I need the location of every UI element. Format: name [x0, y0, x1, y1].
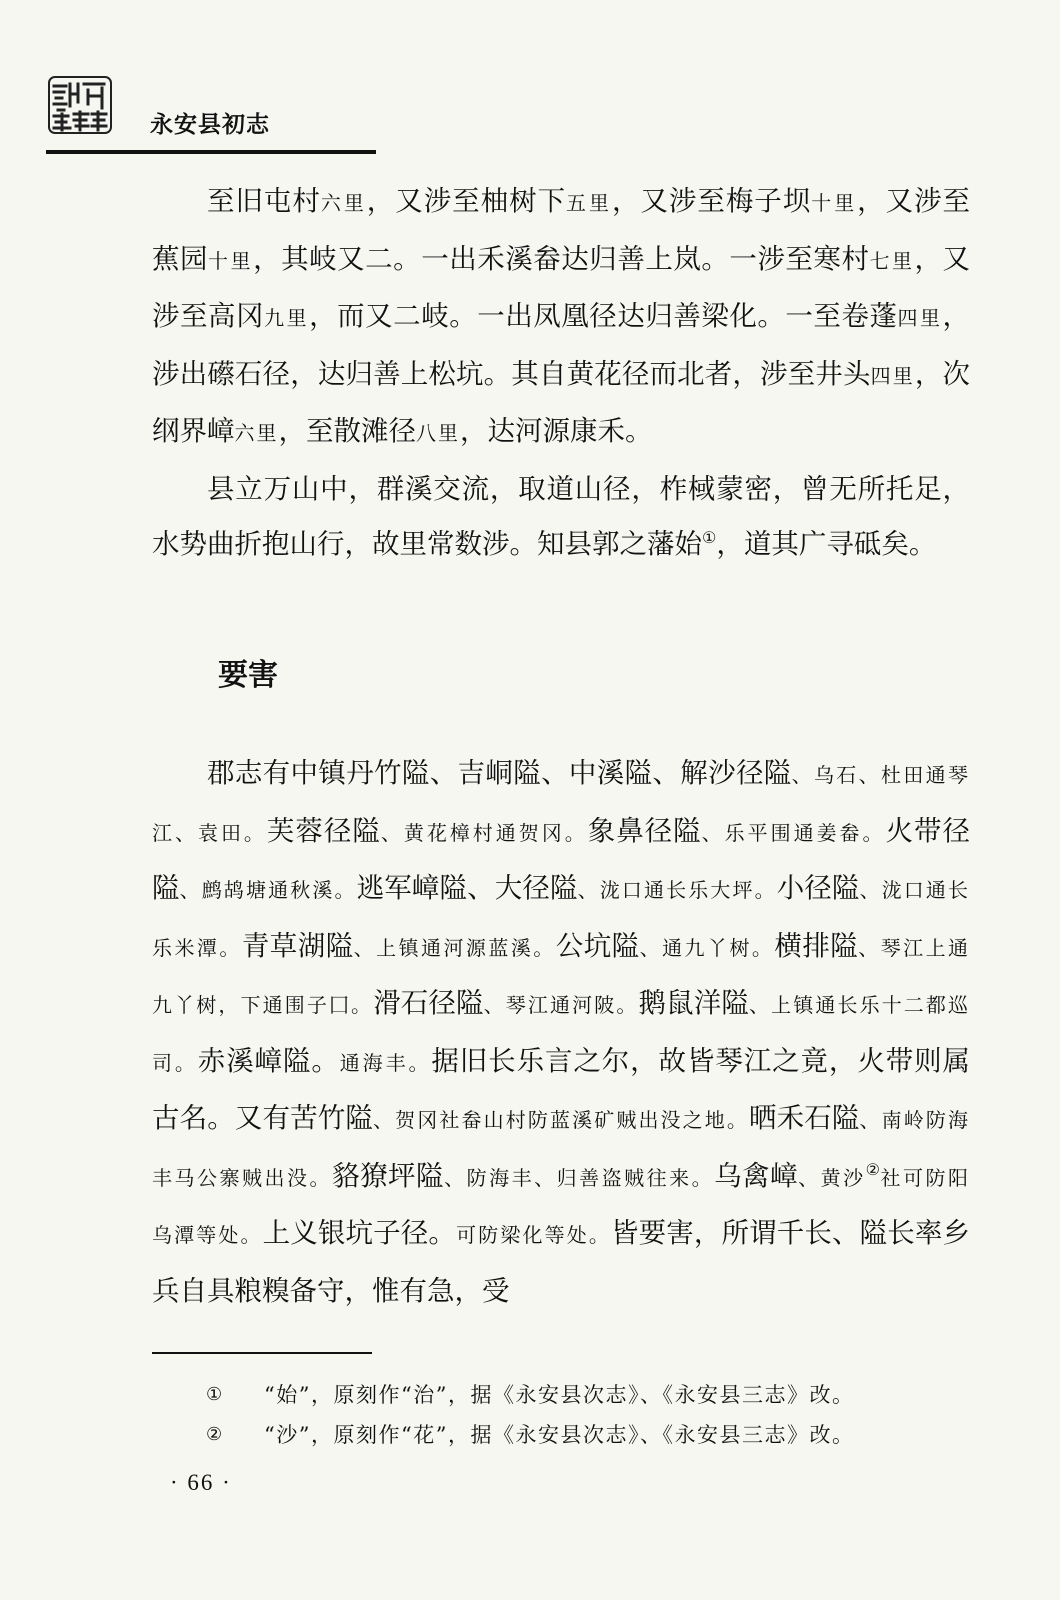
text-run: ，又涉至柚树下 — [366, 185, 567, 217]
inline-note: 、鹧鸪塘通秋溪。 — [179, 878, 357, 902]
text-run: ，又涉至蕉园 — [152, 185, 971, 275]
text-run: 晒禾石隘 — [749, 1102, 860, 1134]
inline-note: 四里 — [870, 363, 915, 388]
text-run: 皆要害，所谓千长、隘长率乡兵自具粮糗备守，惟有急，受 — [152, 1217, 971, 1307]
text-run: ，涉出礤石径，达归善上松坑。其自黄花径而北者，涉至井头 — [152, 300, 971, 390]
inline-note: 十里 — [208, 248, 254, 273]
inline-note: 十里 — [811, 191, 858, 215]
para2-text — [152, 473, 970, 561]
inline-note: 、乐平围通姜畚。 — [701, 820, 886, 845]
inline-note: 通海丰。 — [339, 1050, 432, 1075]
text-run: ，道其广寻砥矣。 — [716, 528, 937, 560]
inline-note: 、上镇通河源蓝溪。 — [353, 935, 556, 960]
inline-note: 、黄沙 — [798, 1165, 866, 1190]
text-run: 赤溪嶂隘。 — [197, 1044, 340, 1077]
header-rule — [46, 150, 376, 154]
footnote-text: “沙”，原刻作“花”，据《永安县次志》、《永安县三志》改。 — [264, 1423, 855, 1447]
footnotes — [206, 1374, 966, 1454]
text-run: ，又涉至高冈 — [152, 242, 971, 332]
running-header — [46, 72, 376, 156]
text-run: 鹅鼠洋隘 — [638, 987, 749, 1019]
footnote-ref: ② — [865, 1159, 881, 1179]
text-run: ，次纲界嶂 — [152, 357, 971, 447]
text-run: 芙蓉径隘 — [266, 814, 381, 847]
inline-note: 、通九丫树。 — [639, 935, 775, 960]
footnote-mark: ① — [206, 1383, 224, 1405]
text-run: 小径隘 — [776, 872, 860, 904]
inline-note: 、琴江通河陂。 — [483, 993, 639, 1017]
text-run: 至旧屯村 — [207, 185, 321, 217]
text-run: ，而又二岐。一出凤凰径达归善梁化。一至卷蓬 — [309, 300, 898, 332]
book-title: 永安县初志 — [150, 112, 270, 138]
text-run: 火带径隘 — [152, 814, 970, 904]
text-run: 滑石径隘 — [373, 987, 484, 1019]
inline-note: 、泷口通长乐米潭。 — [152, 878, 971, 960]
text-run: 上义银坑子径。 — [262, 1217, 457, 1249]
footnote-ref: ① — [702, 527, 717, 547]
inline-note: 、泷口通长乐大坪。 — [577, 878, 777, 902]
footnote-mark: ② — [206, 1423, 224, 1445]
text-run: 县立万山中，群溪交流，取道山径，柞棫蒙密，曾无所托足，水势曲折抱山行，故里常数涉。知县郭之藩始 — [152, 472, 970, 560]
seal-logo-icon — [48, 76, 112, 134]
inline-note: 九里 — [264, 306, 310, 330]
text-run: 象鼻径隘 — [587, 814, 702, 847]
footnote-rule — [152, 1352, 372, 1354]
text-run: 逃军嶂隘、大径隘 — [356, 872, 578, 904]
inline-note: 六里 — [320, 191, 367, 215]
inline-note: 四里 — [897, 306, 943, 330]
inline-note: 、南岭防海丰马公寨贼出没。 — [152, 1108, 971, 1190]
inline-note: 、防海丰、归善盗贼往来。 — [444, 1165, 715, 1190]
inline-note: 七里 — [869, 248, 915, 273]
inline-note: 五里 — [566, 191, 612, 215]
paragraph-3 — [152, 746, 970, 1319]
text-run: 横排隘 — [774, 929, 859, 962]
inline-note: 、乌石、杜田通琴江、袁田。 — [152, 763, 971, 845]
text-run: 乌禽嶂 — [714, 1159, 799, 1192]
body-text-2 — [152, 746, 970, 1319]
text-run: 貉獠坪隘 — [332, 1159, 445, 1192]
inline-note: 、黄花樟村通贺冈。 — [380, 820, 588, 845]
inline-note: 八里 — [416, 421, 460, 445]
text-run: 郡志有中镇丹竹隘、吉峒隘、中溪隘、解沙径隘 — [207, 757, 792, 789]
footnote-text: “始”，原刻作“治”，据《永安县次志》、《永安县三志》改。 — [264, 1383, 855, 1407]
footnote-1 — [206, 1374, 966, 1414]
inline-note: 、上镇通长乐十二都巡司。 — [152, 993, 971, 1075]
page-number: · 66 · — [170, 1470, 232, 1495]
paragraph-2 — [152, 462, 970, 573]
text-run: ，达河源康禾。 — [460, 415, 653, 447]
inline-note: 可防梁化等处。 — [456, 1223, 611, 1247]
text-run: 公坑隘 — [555, 929, 640, 962]
inline-note: 、琴江上通九丫树，下通围子囗。 — [152, 935, 971, 1017]
para3-text — [152, 757, 970, 1307]
inline-note: 、贺冈社畚山村防蓝溪矿贼出没之地。 — [372, 1108, 750, 1132]
footnote-2 — [206, 1414, 966, 1454]
section-title: 要害 — [218, 658, 278, 693]
text-run: ，至散滩径 — [278, 415, 416, 447]
body-text — [152, 174, 970, 573]
text-run: ，其岐又二。一出禾溪畚达归善上岚。一涉至寒村 — [253, 242, 870, 275]
inline-note: 社可防阳乌潭等处。 — [152, 1165, 971, 1247]
text-run: ，又涉至梅子坝 — [611, 185, 812, 217]
para1-text — [152, 185, 970, 447]
text-run: 青草湖隘 — [241, 929, 354, 962]
text-run: 据旧长乐言之尔，故皆琴江之竟，火带则属古名。又有苦竹隘 — [152, 1044, 971, 1134]
inline-note: 六里 — [234, 421, 279, 445]
paragraph-1 — [152, 174, 970, 462]
